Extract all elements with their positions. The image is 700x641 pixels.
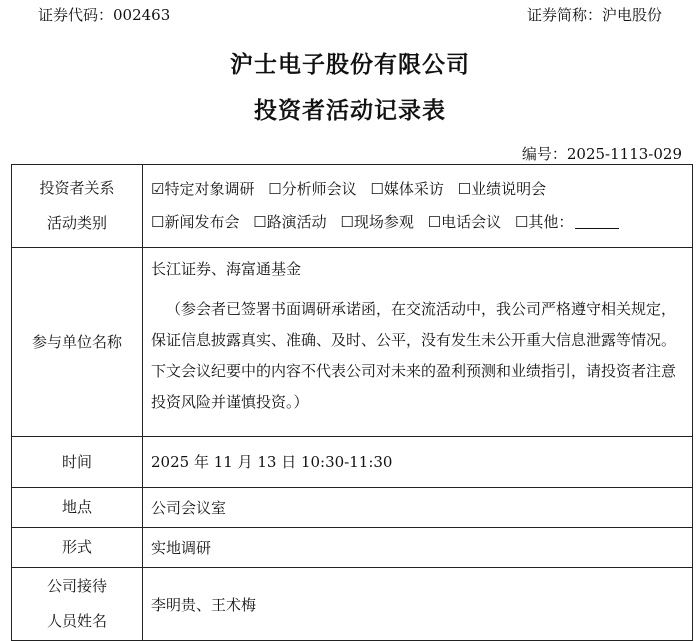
time-value: 2025 年 11 月 13 日 10:30-11:30 (143, 437, 693, 488)
option-conference-call: ☐电话会议 (427, 213, 502, 231)
activity-options-line2 (151, 206, 684, 239)
participants-disclaimer: （参会者已签署书面调研承诺函，在交流活动中，我公司严格遵守相关规定，保证信息披露真实、准确、及时、公平，没有发生未公开重大信息泄露等情况。下文会议纪要中的内容不代表公司对未来的盈利预测和业绩指引，请投资者注意投资风险并谨慎投资。） (151, 300, 677, 411)
option-media-interview: ☐媒体采访 (370, 180, 444, 198)
staff-label-line2: 人员姓名 (46, 612, 107, 630)
other-blank-line (575, 214, 619, 229)
participants-content (143, 248, 693, 437)
document-title: 投资者活动记录表 (254, 97, 446, 124)
staff-value: 李明贵、王术梅 (143, 568, 693, 641)
stock-code: 证券代码：002463 (38, 6, 171, 24)
participants-label: 参与单位名称 (12, 248, 143, 437)
form-label: 形式 (12, 528, 143, 568)
row-place (12, 488, 693, 528)
activity-type-options (143, 165, 693, 248)
stock-abbreviation: 证券简称：沪电股份 (526, 6, 662, 24)
row-form (12, 528, 693, 568)
option-specific-research: ☑特定对象调研 (151, 180, 255, 198)
time-label: 时间 (12, 437, 143, 488)
option-press-conference: ☐新闻发布会 (151, 213, 240, 231)
activity-type-label-line2: 活动类别 (46, 214, 107, 232)
activity-type-label-line1: 投资者关系 (39, 179, 115, 197)
participants-names: 长江证券、海富通基金 (151, 260, 302, 278)
place-value: 公司会议室 (143, 488, 693, 528)
staff-label-line1: 公司接待 (46, 577, 107, 595)
option-other: ☐其他： (514, 213, 574, 231)
activity-options-line1 (151, 173, 684, 206)
staff-label (12, 568, 143, 641)
option-site-visit: ☐现场参观 (340, 213, 414, 231)
row-participants (12, 248, 693, 437)
company-title: 沪士电子股份有限公司 (230, 51, 470, 78)
place-label: 地点 (12, 488, 143, 528)
activity-record-table (11, 164, 693, 641)
header-row (38, 4, 662, 24)
option-analyst-meeting: ☐分析师会议 (268, 180, 357, 198)
row-time (12, 437, 693, 488)
document-number: 编号：2025-1113-029 (521, 145, 682, 163)
row-staff (12, 568, 693, 641)
form-value: 实地调研 (143, 528, 693, 568)
activity-type-label (12, 165, 143, 248)
option-earnings-briefing: ☐业绩说明会 (457, 180, 547, 198)
row-activity-type (12, 165, 693, 248)
option-roadshow: ☐路演活动 (253, 213, 327, 231)
